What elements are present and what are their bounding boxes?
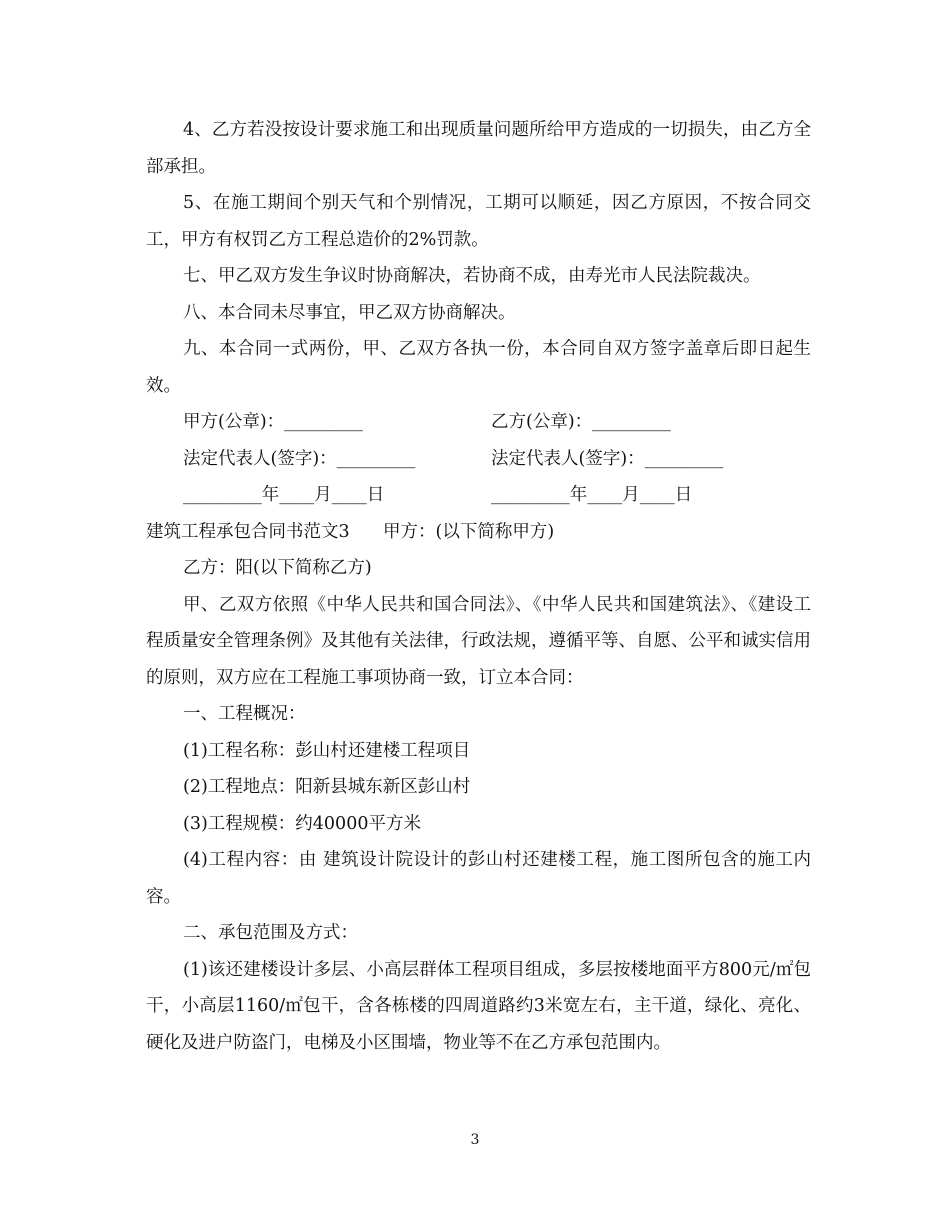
party-b-date: _________年____月____日 [491, 485, 693, 505]
clause-7: 七、甲乙双方发生争议时协商解决，若协商不成，由寿光市人民法院裁决。 [183, 266, 761, 286]
section3-heading-line [146, 514, 811, 551]
section3-party-a: 甲方：(以下简称甲方) [383, 521, 555, 542]
clause-9: 九、本合同一式两份，甲、乙双方各执一份，本合同自双方签字盖章后即日起生效。 [146, 339, 811, 396]
document-body [146, 112, 811, 1061]
overview-item-2: (2)工程地点：阳新县城东新区彭山村 [183, 777, 471, 797]
signature-rep-row [146, 441, 811, 478]
overview-item-3: (3)工程规模：约40000平方米 [183, 813, 421, 834]
overview-item-1: (1)工程名称：彭山村还建楼工程项目 [183, 740, 471, 761]
party-b-seal: 乙方(公章)：_________ [491, 412, 671, 432]
clause-8: 八、本合同未尽事宜，甲乙双方协商解决。 [183, 302, 516, 323]
section3-intro: 甲、乙双方依照《中华人民共和国合同法》、《中华人民共和国建筑法》、《建设工程质量安全管理条例》及其他有关法律，行政法规，遵循平等、自愿、公平和诚实信用的原则，双方应在工程施工事项协商一致，订立本合同： [146, 594, 811, 688]
section3-party-b: 乙方：阳(以下简称乙方) [183, 558, 372, 578]
party-a-representative: 法定代表人(签字)：_________ [183, 448, 416, 469]
overview-item-4: (4)工程内容：由 建筑设计院设计的彭山村还建楼工程，施工图所包含的施工内容。 [146, 850, 811, 907]
party-b-representative: 法定代表人(签字)：_________ [491, 448, 724, 469]
overview-title: 一、工程概况： [183, 704, 306, 724]
page-number: 3 [470, 1132, 480, 1148]
scope-title: 二、承包范围及方式： [183, 923, 358, 943]
signature-date-row [146, 477, 811, 514]
signature-seal-row [146, 404, 811, 441]
scope-item-1: (1)该还建楼设计多层、小高层群体工程项目组成，多层按楼地面平方800元/㎡包干，小高层1160/㎡包干，含各栋楼的四周道路约3米宽左右，主干道，绿化、亮化、硬化及进户防盗门，电梯及小区围墙，物业等不在乙方承包范围内。 [146, 959, 811, 1053]
clause-5: 5、在施工期间个别天气和个别情况，工期可以顺延，因乙方原因，不按合同交工，甲方有权罚乙方工程总造价的2%罚款。 [146, 193, 811, 250]
party-a-date: _________年____月____日 [183, 485, 385, 505]
clause-4: 4、乙方若没按设计要求施工和出现质量问题所给甲方造成的一切损失，由乙方全部承担。 [146, 120, 811, 177]
party-a-seal: 甲方(公章)：_________ [183, 412, 363, 432]
section3-heading: 建筑工程承包合同书范文3 [146, 521, 350, 542]
